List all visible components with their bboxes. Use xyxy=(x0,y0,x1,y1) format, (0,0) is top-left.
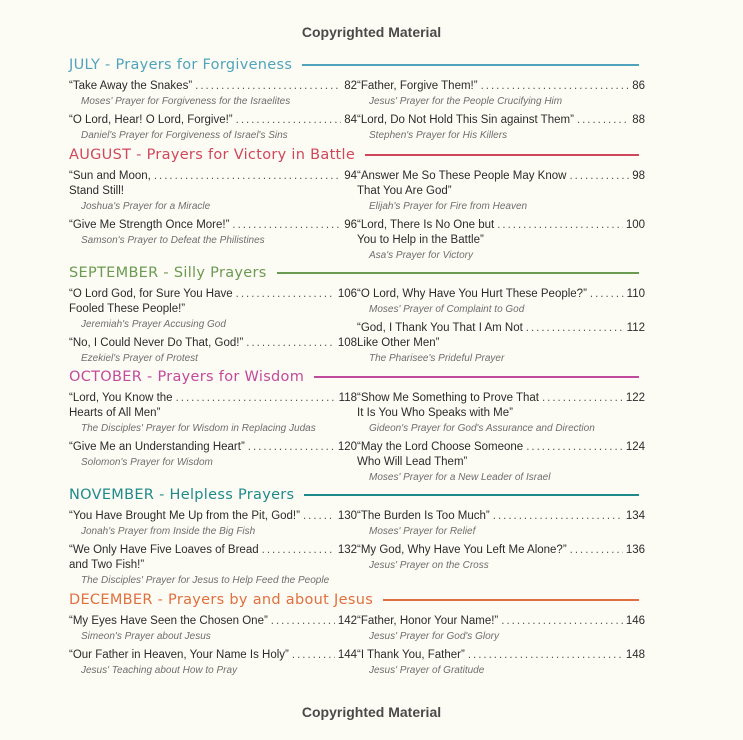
entry-subtitle: Joshua's Prayer for a Miracle xyxy=(81,201,211,212)
entry-subtitle: Asa's Prayer for Victory xyxy=(369,250,473,261)
column-right xyxy=(357,287,645,370)
entry-title: “We Only Have Five Loaves of Bread xyxy=(69,544,259,556)
section-rule xyxy=(383,599,639,601)
entry-title: Who Will Lead Them” xyxy=(357,456,468,468)
toc-entry[interactable] xyxy=(69,440,357,470)
entry-subtitle: The Disciples' Prayer for Wisdom in Replacing Judas xyxy=(81,423,316,434)
entry-subtitle: Solomon's Prayer for Wisdom xyxy=(81,457,213,468)
dot-leader xyxy=(481,79,630,94)
entry-title: “Answer Me So These People May Know xyxy=(357,170,567,182)
entry-title: “Father, Honor Your Name!” xyxy=(357,615,499,627)
entry-title-line xyxy=(69,302,357,317)
dot-leader xyxy=(590,287,624,302)
entry-title: “The Burden Is Too Much” xyxy=(357,510,490,522)
page-number: 148 xyxy=(625,649,645,661)
dot-leader xyxy=(303,509,335,524)
section-title: NOVEMBER - Helpless Prayers xyxy=(69,487,295,503)
entry-title-line xyxy=(69,79,357,94)
dot-leader xyxy=(248,440,335,455)
section-title: AUGUST - Prayers for Victory in Battle xyxy=(69,147,356,163)
page-number: 84 xyxy=(344,114,357,126)
entry-title-line xyxy=(357,113,645,128)
toc-entry[interactable] xyxy=(357,287,645,317)
toc-entry[interactable] xyxy=(357,79,645,109)
dot-leader xyxy=(271,614,335,629)
section-rule xyxy=(314,376,639,378)
toc-entry[interactable] xyxy=(69,509,357,539)
entry-subtitle: Stephen's Prayer for His Killers xyxy=(369,130,508,141)
entry-title: “Give Me Strength Once More!” xyxy=(69,219,230,231)
dot-leader xyxy=(292,648,335,663)
page-number: 134 xyxy=(625,510,645,522)
page-number: 88 xyxy=(632,114,645,126)
entry-title-line xyxy=(357,543,645,558)
column-left xyxy=(69,614,357,682)
entry-title-line xyxy=(69,336,357,351)
entry-subtitle: Daniel's Prayer for Forgiveness of Israel's Sins xyxy=(81,130,288,141)
section-columns xyxy=(69,509,645,592)
page-number: 142 xyxy=(337,615,357,627)
toc-entry[interactable] xyxy=(357,543,645,573)
entry-title: “Our Father in Heaven, Your Name Is Holy” xyxy=(69,649,289,661)
entry-subtitle: The Disciples' Prayer for Jesus to Help Feed the People xyxy=(81,575,330,586)
entry-title: Fooled These People!” xyxy=(69,303,186,315)
entry-title-line xyxy=(69,406,357,421)
dot-leader xyxy=(526,440,623,455)
column-right xyxy=(357,79,645,147)
section-title: JULY - Prayers for Forgiveness xyxy=(69,57,293,73)
entry-title: It Is You Who Speaks with Me” xyxy=(357,407,513,419)
toc-entry[interactable] xyxy=(357,218,645,263)
entry-title: That You Are God” xyxy=(357,185,452,197)
entry-title-line xyxy=(357,406,645,421)
toc-entry[interactable] xyxy=(69,287,357,332)
toc-section xyxy=(69,367,645,489)
entry-title: “Show Me Something to Prove That xyxy=(357,392,539,404)
page-number: 108 xyxy=(337,337,357,349)
toc-entry[interactable] xyxy=(69,648,357,678)
column-right xyxy=(357,169,645,267)
section-header xyxy=(69,55,639,75)
entry-subtitle: Moses' Prayer for Relief xyxy=(369,526,476,537)
entry-subtitle: Jesus' Prayer on the Cross xyxy=(369,560,489,571)
toc-section xyxy=(69,590,645,682)
entry-title-line xyxy=(69,440,357,455)
entry-title-line xyxy=(357,614,645,629)
section-title: DECEMBER - Prayers by and about Jesus xyxy=(69,592,374,608)
entry-title: “Take Away the Snakes” xyxy=(69,80,193,92)
entry-title: “May the Lord Choose Someone xyxy=(357,441,524,453)
section-rule xyxy=(365,154,639,156)
section-columns xyxy=(69,287,645,370)
entry-title-line xyxy=(357,184,645,199)
toc-entry[interactable] xyxy=(357,169,645,214)
entry-subtitle: Jonah's Prayer from Inside the Big Fish xyxy=(81,526,256,537)
toc-entry[interactable] xyxy=(357,614,645,644)
toc-entry[interactable] xyxy=(69,169,357,214)
dot-leader xyxy=(468,648,623,663)
toc-entry[interactable] xyxy=(357,509,645,539)
toc-entry[interactable] xyxy=(69,113,357,143)
dot-leader xyxy=(232,218,341,233)
dot-leader xyxy=(493,509,623,524)
entry-title-line xyxy=(357,391,645,406)
entry-title-line xyxy=(69,218,357,233)
entry-title: “Lord, You Know the xyxy=(69,392,173,404)
entry-title-line xyxy=(69,287,357,302)
section-columns xyxy=(69,79,645,147)
entry-title-line xyxy=(69,391,357,406)
entry-subtitle: Simeon's Prayer about Jesus xyxy=(81,631,211,642)
entry-title-line xyxy=(69,648,357,663)
dot-leader xyxy=(246,336,335,351)
column-right xyxy=(357,391,645,489)
entry-title: and Two Fish!” xyxy=(69,559,145,571)
entry-title: “Father, Forgive Them!” xyxy=(357,80,478,92)
copyright-footer: Copyrighted Material xyxy=(301,704,442,720)
section-header xyxy=(69,485,639,505)
section-columns xyxy=(69,614,645,682)
toc-entry[interactable] xyxy=(357,648,645,678)
page-number: 96 xyxy=(344,219,357,231)
toc-section xyxy=(69,55,645,147)
toc-entry[interactable] xyxy=(69,543,357,588)
dot-leader xyxy=(262,543,335,558)
column-left xyxy=(69,169,357,267)
entry-title-line xyxy=(357,79,645,94)
page-number: 82 xyxy=(344,80,357,92)
page-number: 110 xyxy=(626,288,645,300)
entry-title-line xyxy=(69,184,357,199)
entry-subtitle: Gideon's Prayer for God's Assurance and Direction xyxy=(369,423,595,434)
page-number: 132 xyxy=(337,544,357,556)
entry-title: “No, I Could Never Do That, God!” xyxy=(69,337,244,349)
entry-title: “Lord, There Is No One but xyxy=(357,219,495,231)
column-left xyxy=(69,509,357,592)
entry-title: “You Have Brought Me Up from the Pit, God!” xyxy=(69,510,300,522)
entry-title-line xyxy=(357,233,645,248)
entry-title: “O Lord, Why Have You Hurt These People?” xyxy=(357,288,587,300)
page-number: 118 xyxy=(338,392,357,404)
entry-title: Hearts of All Men” xyxy=(69,407,161,419)
entry-title-line xyxy=(69,113,357,128)
dot-leader xyxy=(236,287,335,302)
dot-leader xyxy=(154,169,341,184)
entry-subtitle: Jesus' Prayer of Gratitude xyxy=(369,665,485,676)
entry-title-line xyxy=(69,543,357,558)
entry-title-line xyxy=(357,440,645,455)
copyright-header: Copyrighted Material xyxy=(301,24,442,40)
entry-subtitle: Ezekiel's Prayer of Protest xyxy=(81,353,198,364)
entry-subtitle: Samson's Prayer to Defeat the Philistines xyxy=(81,235,265,246)
entry-subtitle: The Pharisee's Prideful Prayer xyxy=(369,353,505,364)
toc-entry[interactable] xyxy=(69,336,357,366)
dot-leader xyxy=(569,169,629,184)
entry-title: “God, I Thank You That I Am Not xyxy=(357,322,523,334)
entry-subtitle: Moses' Prayer for a New Leader of Israel xyxy=(369,472,551,483)
entry-title-line xyxy=(357,218,645,233)
toc-entry[interactable] xyxy=(357,321,645,366)
dot-leader xyxy=(526,321,624,336)
section-columns xyxy=(69,169,645,267)
entry-subtitle: Elijah's Prayer for Fire from Heaven xyxy=(369,201,528,212)
entry-title-line xyxy=(69,614,357,629)
page-number: 144 xyxy=(337,649,357,661)
section-rule xyxy=(277,272,639,274)
column-left xyxy=(69,79,357,147)
section-rule xyxy=(302,64,639,66)
section-columns xyxy=(69,391,645,489)
dot-leader xyxy=(570,543,623,558)
entry-title: You to Help in the Battle” xyxy=(357,234,484,246)
entry-subtitle: Moses' Prayer for Forgiveness for the Israelites xyxy=(81,96,291,107)
entry-title: “My Eyes Have Seen the Chosen One” xyxy=(69,615,268,627)
dot-leader xyxy=(501,614,623,629)
section-header xyxy=(69,145,639,165)
page-number: 122 xyxy=(625,392,645,404)
entry-title-line xyxy=(69,509,357,524)
toc-section xyxy=(69,263,645,370)
section-header xyxy=(69,367,639,387)
entry-title: “I Thank You, Father” xyxy=(357,649,465,661)
page-number: 94 xyxy=(344,170,357,182)
dot-leader xyxy=(542,391,623,406)
entry-title-line xyxy=(69,558,357,573)
entry-title: Like Other Men” xyxy=(357,337,440,349)
page-number: 106 xyxy=(337,288,357,300)
dot-leader xyxy=(236,113,342,128)
page-number: 124 xyxy=(625,441,645,453)
entry-title: “Give Me an Understanding Heart” xyxy=(69,441,245,453)
entry-title: “My God, Why Have You Left Me Alone?” xyxy=(357,544,567,556)
toc-entry[interactable] xyxy=(357,440,645,485)
entry-title: “Lord, Do Not Hold This Sin against Them” xyxy=(357,114,574,126)
toc-section xyxy=(69,145,645,267)
dot-leader xyxy=(577,113,629,128)
entry-title-line xyxy=(357,336,645,351)
page-number: 136 xyxy=(625,544,645,556)
column-left xyxy=(69,391,357,489)
page-number: 98 xyxy=(632,170,645,182)
column-right xyxy=(357,614,645,682)
toc-entry[interactable] xyxy=(69,391,357,436)
entry-title-line xyxy=(357,648,645,663)
entry-title-line xyxy=(357,169,645,184)
section-title: SEPTEMBER - Silly Prayers xyxy=(69,265,267,281)
entry-subtitle: Jeremiah's Prayer Accusing God xyxy=(81,319,226,330)
entry-title-line xyxy=(69,169,357,184)
toc-entry[interactable] xyxy=(69,218,357,248)
page-number: 100 xyxy=(625,219,645,231)
entry-subtitle: Jesus' Prayer for God's Glory xyxy=(369,631,499,642)
entry-title-line xyxy=(357,287,645,302)
entry-title: “O Lord, Hear! O Lord, Forgive!” xyxy=(69,114,233,126)
entry-title: “O Lord God, for Sure You Have xyxy=(69,288,233,300)
page-number: 86 xyxy=(632,80,645,92)
toc-entry[interactable] xyxy=(69,614,357,644)
entry-title-line xyxy=(357,509,645,524)
page-number: 112 xyxy=(626,322,645,334)
entry-title: Stand Still! xyxy=(69,185,124,197)
entry-subtitle: Moses' Prayer of Complaint to God xyxy=(369,304,525,315)
section-header xyxy=(69,263,639,283)
column-right xyxy=(357,509,645,592)
dot-leader xyxy=(195,79,341,94)
toc-entry[interactable] xyxy=(357,391,645,436)
section-rule xyxy=(304,494,639,496)
entry-subtitle: Jesus' Teaching about How to Pray xyxy=(81,665,238,676)
entry-title-line xyxy=(357,455,645,470)
toc-section xyxy=(69,485,645,592)
section-header xyxy=(69,590,639,610)
toc-entry[interactable] xyxy=(69,79,357,109)
toc-entry[interactable] xyxy=(357,113,645,143)
entry-title: “Sun and Moon, xyxy=(69,170,151,182)
dot-leader xyxy=(176,391,336,406)
column-left xyxy=(69,287,357,370)
dot-leader xyxy=(497,218,623,233)
section-title: OCTOBER - Prayers for Wisdom xyxy=(69,369,305,385)
entry-subtitle: Jesus' Prayer for the People Crucifying Him xyxy=(369,96,563,107)
page-number: 120 xyxy=(337,441,357,453)
page-number: 130 xyxy=(337,510,357,522)
entry-title-line xyxy=(357,321,645,336)
page-number: 146 xyxy=(625,615,645,627)
